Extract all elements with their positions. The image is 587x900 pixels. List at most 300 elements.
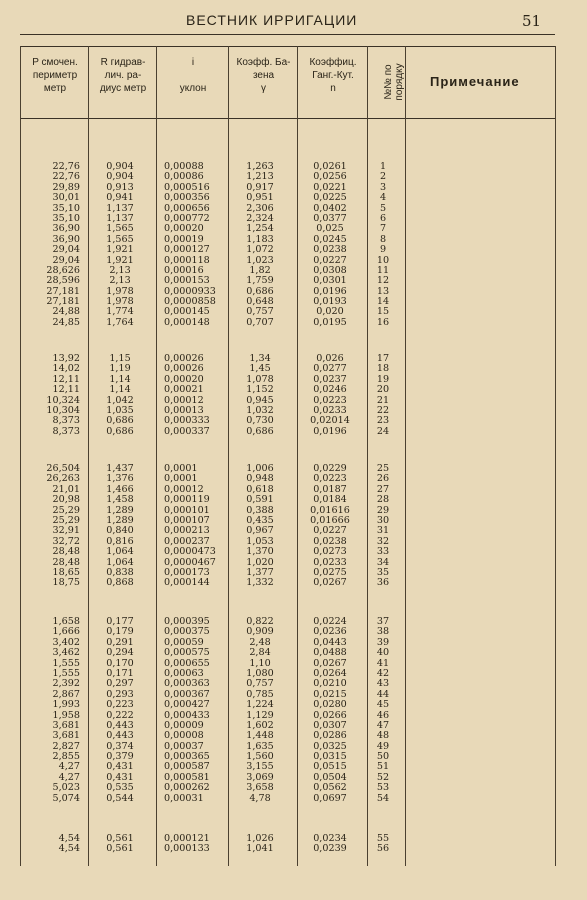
cell-slope: 0,000133 [164,843,210,855]
cell-kutter: 0,0562 [313,782,347,794]
cell-row-number: 29 [376,504,390,516]
cell-kutter: 0,0308 [313,264,347,276]
cell-row-number: 42 [376,667,390,679]
cell-hydraulic-radius: 1,137 [106,202,134,214]
cell-bazin: 3,658 [246,782,274,794]
column-header-line: i [191,57,195,68]
cell-bazin: 2,84 [249,647,271,659]
cell-hydraulic-radius: 1,774 [106,306,134,318]
cell-hydraulic-radius: 2,13 [109,275,131,287]
cell-bazin: 1,602 [246,719,274,731]
cell-hydraulic-radius: 0,686 [106,415,134,427]
cell-slope: 0,000516 [164,181,210,193]
cell-row-number: 2 [379,171,387,183]
cell-hydraulic-radius: 1,064 [106,556,134,568]
column-header-slope [158,56,228,95]
cell-hydraulic-radius: 0,179 [106,626,134,638]
cell-kutter: 0,0184 [313,494,347,506]
cell-bazin: 1,332 [246,577,274,589]
table-row [20,844,400,854]
cell-perimeter: 4,27 [58,761,80,773]
cell-row-number: 43 [376,678,390,690]
cell-row-number: 34 [376,556,390,568]
cell-bazin: 1,224 [246,699,274,711]
cell-slope: 0,00012 [164,394,204,406]
row-group [20,162,400,328]
cell-bazin: 1,183 [246,233,274,245]
cell-slope: 0,000655 [164,657,210,669]
cell-bazin: 1,377 [246,566,274,578]
cell-row-number: 51 [376,761,390,773]
cell-slope: 0,000119 [164,494,210,506]
cell-slope: 0,00012 [164,483,204,495]
cell-hydraulic-radius: 0,431 [106,771,134,783]
cell-slope: 0,00019 [164,233,204,245]
cell-row-number: 50 [376,751,390,763]
cell-row-number: 16 [376,316,390,328]
cell-row-number: 36 [376,577,390,589]
cell-row-number: 25 [376,463,390,474]
column-header-line: P смочен. [32,57,78,68]
cell-row-number: 28 [376,494,390,506]
cell-perimeter: 14,02 [52,363,80,375]
cell-row-number: 20 [376,384,390,396]
cell-kutter: 0,0187 [313,483,347,495]
cell-perimeter: 12,11 [52,373,80,385]
cell-row-number: 40 [376,647,390,659]
cell-hydraulic-radius: 0,223 [106,699,134,711]
cell-row-number: 15 [376,306,390,318]
cell-slope: 0,000427 [164,699,210,711]
table-row [20,427,400,437]
cell-perimeter: 1,555 [52,667,80,679]
cell-kutter: 0,020 [316,306,344,318]
table-row [20,245,400,255]
cell-row-number: 26 [376,473,390,485]
cell-slope: 0,000118 [164,254,210,266]
cell-kutter: 0,0402 [313,202,347,214]
cell-kutter: 0,0233 [313,556,347,568]
header-bottom-rule [20,118,555,119]
cell-slope: 0,000587 [164,761,210,773]
cell-perimeter: 12,11 [52,384,80,396]
cell-hydraulic-radius: 1,14 [109,373,131,385]
header-rule [20,34,555,35]
cell-bazin: 1,072 [246,244,274,256]
cell-slope: 0,00020 [164,373,204,385]
cell-kutter: 0,0227 [313,525,347,537]
cell-kutter: 0,0277 [313,363,347,375]
cell-kutter: 0,0443 [313,636,347,648]
cell-slope: 0,000144 [164,577,210,589]
table-row [20,193,400,203]
cell-slope: 0,000365 [164,751,210,763]
cell-bazin: 0,909 [246,626,274,638]
row-group [20,834,400,855]
cell-bazin: 1,053 [246,535,274,547]
cell-perimeter: 27,181 [46,285,80,297]
cell-hydraulic-radius: 1,921 [106,244,134,256]
cell-bazin: 0,917 [246,181,274,193]
cell-slope: 0,000581 [164,771,210,783]
cell-row-number: 10 [376,254,390,266]
column-header-line: диус метр [99,83,147,94]
cell-perimeter: 32,91 [52,525,80,537]
cell-slope: 0,000395 [164,616,210,627]
cell-perimeter: 28,48 [52,556,80,568]
cell-row-number: 18 [376,363,390,375]
cell-kutter: 0,0237 [313,373,347,385]
cell-perimeter: 2,392 [52,678,80,690]
page-header [0,8,587,36]
column-header-line: уклон [179,83,207,94]
cell-bazin: 1,006 [246,463,274,474]
cell-row-number: 38 [376,626,390,638]
cell-slope: 0,000237 [164,535,210,547]
cell-perimeter: 2,827 [52,740,80,752]
cell-bazin: 1,560 [246,751,274,763]
page-number: 51 [522,12,542,30]
cell-slope: 0,000173 [164,566,210,578]
column-divider [405,46,406,866]
cell-bazin: 1,023 [246,254,274,266]
cell-perimeter: 1,958 [52,709,80,721]
cell-perimeter: 1,658 [52,616,80,627]
cell-perimeter: 8,373 [52,425,80,437]
cell-kutter: 0,0223 [313,473,347,485]
cell-slope: 0,000356 [164,192,210,204]
column-header-line: метр [43,83,67,94]
cell-row-number: 14 [376,296,390,308]
cell-hydraulic-radius: 0,291 [106,636,134,648]
cell-bazin: 0,822 [246,616,274,627]
cell-kutter: 0,0301 [313,275,347,287]
cell-hydraulic-radius: 0,941 [106,192,134,204]
cell-slope: 0,00026 [164,353,204,364]
cell-perimeter: 4,54 [58,843,80,855]
cell-kutter: 0,0267 [313,577,347,589]
cell-slope: 0,0000473 [164,546,216,558]
cell-row-number: 52 [376,771,390,783]
cell-kutter: 0,0504 [313,771,347,783]
cell-slope: 0,000367 [164,688,210,700]
cell-kutter: 0,0239 [313,843,347,855]
cell-kutter: 0,0273 [313,546,347,558]
cell-row-number: 13 [376,285,390,297]
cell-row-number: 56 [376,843,390,855]
cell-slope: 0,000575 [164,647,210,659]
row-group [20,464,400,589]
table-row [20,700,400,710]
cell-kutter: 0,02014 [310,415,350,427]
cell-slope: 0,00031 [164,792,204,804]
cell-bazin: 2,306 [246,202,274,214]
cell-perimeter: 26,504 [46,463,80,474]
cell-hydraulic-radius: 0,561 [106,843,134,855]
cell-slope: 0,000375 [164,626,210,638]
cell-hydraulic-radius: 2,13 [109,264,131,276]
cell-kutter: 0,0275 [313,566,347,578]
cell-slope: 0,000127 [164,244,210,256]
cell-row-number: 7 [379,223,387,235]
column-header-hydraulic-radius [90,56,156,95]
cell-hydraulic-radius: 0,535 [106,782,134,794]
cell-hydraulic-radius: 0,904 [106,161,134,172]
cell-kutter: 0,01666 [310,514,350,526]
cell-slope: 0,000363 [164,678,210,690]
cell-bazin: 0,686 [246,425,274,437]
cell-bazin: 1,448 [246,730,274,742]
cell-kutter: 0,0223 [313,394,347,406]
column-header-bazin-coefficient [230,56,297,95]
cell-kutter: 0,0325 [313,740,347,752]
cell-kutter: 0,0280 [313,699,347,711]
cell-kutter: 0,0227 [313,254,347,266]
cell-slope: 0,00059 [164,636,204,648]
cell-row-number: 33 [376,546,390,558]
journal-title: ВЕСТНИК ИРРИГАЦИИ [186,12,358,28]
cell-kutter: 0,0286 [313,730,347,742]
cell-row-number: 30 [376,514,390,526]
cell-kutter: 0,0264 [313,667,347,679]
cell-kutter: 0,0215 [313,688,347,700]
cell-bazin: 1,152 [246,384,274,396]
cell-row-number: 1 [379,161,387,172]
column-header-line: Коэффиц. [309,57,357,68]
cell-perimeter: 28,48 [52,546,80,558]
cell-bazin: 0,757 [246,306,274,318]
cell-row-number: 12 [376,275,390,287]
cell-row-number: 17 [376,353,390,364]
cell-row-number: 22 [376,404,390,416]
cell-bazin: 0,945 [246,394,274,406]
cell-bazin: 1,759 [246,275,274,287]
cell-row-number: 47 [376,719,390,731]
cell-kutter: 0,0238 [313,535,347,547]
cell-row-number: 46 [376,709,390,721]
cell-slope: 0,0000933 [164,285,216,297]
cell-perimeter: 29,04 [52,244,80,256]
cell-hydraulic-radius: 0,294 [106,647,134,659]
cell-hydraulic-radius: 0,840 [106,525,134,537]
cell-kutter: 0,0233 [313,404,347,416]
column-header-kutter-coefficient [299,56,367,95]
cell-kutter: 0,0221 [313,181,347,193]
cell-row-number: 21 [376,394,390,406]
cell-perimeter: 3,402 [52,636,80,648]
cell-perimeter: 1,666 [52,626,80,638]
cell-slope: 0,0001 [164,473,198,485]
cell-row-number: 54 [376,792,390,804]
cell-hydraulic-radius: 0,177 [106,616,134,627]
cell-hydraulic-radius: 0,561 [106,833,134,844]
cell-slope: 0,00026 [164,363,204,375]
cell-row-number: 27 [376,483,390,495]
cell-slope: 0,000433 [164,709,210,721]
cell-hydraulic-radius: 0,816 [106,535,134,547]
cell-perimeter: 3,681 [52,719,80,731]
column-header-line: γ [261,83,266,94]
cell-hydraulic-radius: 0,868 [106,577,134,589]
cell-hydraulic-radius: 0,838 [106,566,134,578]
cell-slope: 0,000145 [164,306,210,318]
cell-bazin: 1,45 [249,363,271,375]
cell-perimeter: 20,98 [52,494,80,506]
cell-perimeter: 21,01 [52,483,80,495]
cell-slope: 0,000107 [164,514,210,526]
cell-bazin: 1,020 [246,556,274,568]
cell-bazin: 1,213 [246,171,274,183]
cell-bazin: 1,080 [246,667,274,679]
cell-bazin: 3,069 [246,771,274,783]
cell-perimeter: 2,855 [52,751,80,763]
cell-row-number: 32 [376,535,390,547]
cell-hydraulic-radius: 1,15 [109,353,131,364]
cell-perimeter: 3,681 [52,730,80,742]
cell-kutter: 0,0195 [313,316,347,328]
cell-bazin: 2,48 [249,636,271,648]
cell-row-number: 45 [376,699,390,711]
cell-perimeter: 1,993 [52,699,80,711]
cell-slope: 0,00037 [164,740,204,752]
cell-hydraulic-radius: 1,14 [109,384,131,396]
cell-perimeter: 18,65 [52,566,80,578]
cell-bazin: 0,948 [246,473,274,485]
column-header-perimeter [22,56,88,95]
cell-kutter: 0,0697 [313,792,347,804]
cell-slope: 0,000333 [164,415,210,427]
cell-perimeter: 1,555 [52,657,80,669]
table-row [20,794,400,804]
cell-perimeter: 28,596 [46,275,80,287]
cell-perimeter: 22,76 [52,171,80,183]
cell-kutter: 0,0229 [313,463,347,474]
cell-perimeter: 5,074 [52,792,80,804]
cell-bazin: 0,757 [246,678,274,690]
cell-kutter: 0,0307 [313,719,347,731]
cell-perimeter: 5,023 [52,782,80,794]
cell-bazin: 1,34 [249,353,271,364]
table-row [20,648,400,658]
cell-perimeter: 3,462 [52,647,80,659]
cell-slope: 0,000337 [164,425,210,437]
table-row [20,495,400,505]
cell-perimeter: 10,324 [46,394,80,406]
column-header-line: зена [252,70,275,81]
cell-perimeter: 26,263 [46,473,80,485]
cell-hydraulic-radius: 0,222 [106,709,134,721]
cell-kutter: 0,0234 [313,833,347,844]
cell-hydraulic-radius: 1,437 [106,463,134,474]
cell-bazin: 1,82 [249,264,271,276]
cell-hydraulic-radius: 1,042 [106,394,134,406]
cell-row-number: 3 [379,181,387,193]
cell-row-number: 39 [376,636,390,648]
cell-bazin: 1,129 [246,709,274,721]
cell-row-number: 23 [376,415,390,427]
cell-perimeter: 8,373 [52,415,80,427]
cell-row-number: 53 [376,782,390,794]
column-header-line: лич. ра- [104,70,142,81]
table-row [20,318,400,328]
cell-hydraulic-radius: 0,913 [106,181,134,193]
cell-hydraulic-radius: 1,19 [109,363,131,375]
cell-bazin: 1,026 [246,833,274,844]
row-group [20,354,400,437]
cell-hydraulic-radius: 0,443 [106,719,134,731]
column-header-line [158,69,228,82]
cell-bazin: 1,635 [246,740,274,752]
cell-kutter: 0,0266 [313,709,347,721]
cell-hydraulic-radius: 1,764 [106,316,134,328]
cell-bazin: 1,032 [246,404,274,416]
cell-bazin: 0,686 [246,285,274,297]
cell-row-number: 44 [376,688,390,700]
cell-hydraulic-radius: 0,544 [106,792,134,804]
cell-slope: 0,0000467 [164,556,216,568]
cell-row-number: 6 [379,212,387,224]
cell-bazin: 1,041 [246,843,274,855]
cell-kutter: 0,0210 [313,678,347,690]
cell-slope: 0,00088 [164,161,204,172]
cell-hydraulic-radius: 0,297 [106,678,134,690]
cell-slope: 0,00013 [164,404,204,416]
cell-bazin: 0,648 [246,296,274,308]
cell-slope: 0,00016 [164,264,204,276]
table-row [20,578,400,588]
cell-row-number: 9 [379,244,387,256]
cell-slope: 0,000153 [164,275,210,287]
cell-kutter: 0,0193 [313,296,347,308]
cell-perimeter: 22,76 [52,161,80,172]
cell-row-number: 48 [376,730,390,742]
cell-perimeter: 24,88 [52,306,80,318]
cell-perimeter: 25,29 [52,514,80,526]
cell-perimeter: 24,85 [52,316,80,328]
cell-hydraulic-radius: 0,374 [106,740,134,752]
cell-hydraulic-radius: 0,443 [106,730,134,742]
cell-bazin: 0,435 [246,514,274,526]
cell-hydraulic-radius: 1,565 [106,233,134,245]
table-top-rule [20,46,555,47]
cell-row-number: 31 [376,525,390,537]
cell-perimeter: 27,181 [46,296,80,308]
cell-bazin: 0,707 [246,316,274,328]
cell-perimeter: 30,01 [52,192,80,204]
cell-kutter: 0,0261 [313,161,347,172]
cell-perimeter: 25,29 [52,504,80,516]
cell-perimeter: 29,89 [52,181,80,193]
cell-perimeter: 36,90 [52,223,80,235]
cell-kutter: 0,01616 [310,504,350,516]
cell-kutter: 0,0224 [313,616,347,627]
cell-bazin: 0,967 [246,525,274,537]
cell-perimeter: 35,10 [52,212,80,224]
cell-perimeter: 35,10 [52,202,80,214]
cell-kutter: 0,026 [316,353,344,364]
row-group [20,617,400,804]
cell-hydraulic-radius: 0,170 [106,657,134,669]
cell-row-number: 49 [376,740,390,752]
cell-perimeter: 2,867 [52,688,80,700]
cell-bazin: 0,591 [246,494,274,506]
cell-hydraulic-radius: 0,379 [106,751,134,763]
cell-perimeter: 10,304 [46,404,80,416]
table-row [20,547,400,557]
cell-bazin: 0,388 [246,504,274,516]
cell-kutter: 0,0377 [313,212,347,224]
cell-row-number: 37 [376,616,390,627]
